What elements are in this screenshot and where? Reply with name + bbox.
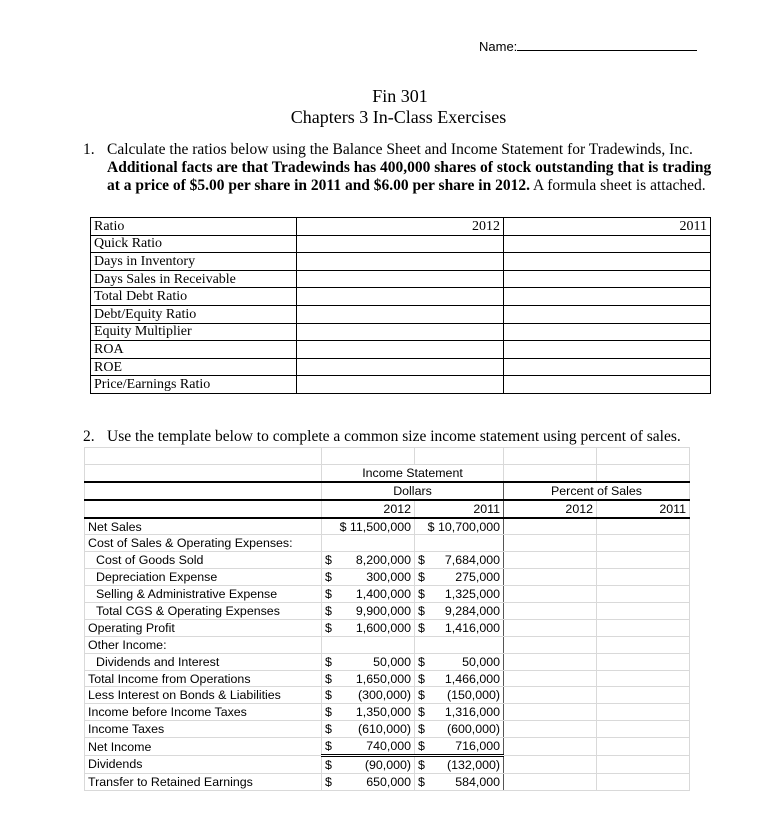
currency-symbol: $ [418,603,425,618]
dollars-2011-header: 2011 [415,500,504,518]
amount: (610,000) [357,722,411,737]
percent-2011-header: 2011 [597,500,690,518]
percent-2012-cell[interactable] [504,569,597,586]
ratio-name: Days Sales in Receivable [91,270,297,288]
currency-symbol: $ [325,570,332,585]
ratio-2011-cell[interactable] [504,270,711,288]
percent-2012-cell[interactable] [504,773,597,790]
currency-symbol: $ [325,739,332,754]
ratio-2011-cell[interactable] [504,288,711,306]
percent-2012-cell[interactable] [504,636,597,653]
line-item-label: Net Sales [85,518,322,535]
dollars-2012-cell [322,603,415,620]
percent-2011-cell[interactable] [597,603,690,620]
table-row [85,619,690,636]
amount: (300,000) [357,688,411,703]
percent-2012-cell[interactable] [504,756,597,774]
percent-2011-cell[interactable] [597,619,690,636]
currency-symbol: $ [325,774,332,789]
question-text-bold: Additional facts are that Tradewinds has 400,000 shares of stock outstanding that is trading at a price of $5.00 per share in 2011 and $6.00 per share in 2012. [107,159,712,194]
amount: 9,284,000 [444,603,500,618]
percent-2012-cell[interactable] [504,738,597,756]
dollars-2012-header: 2012 [322,500,415,518]
line-item-label: Dividends [85,756,322,774]
name-label: Name: [479,39,518,54]
table-row [85,670,690,687]
ratio-2012-cell[interactable] [297,358,504,376]
percent-2012-cell[interactable] [504,670,597,687]
ratio-2012-cell[interactable] [297,341,504,359]
currency-symbol: $ [418,705,425,720]
dollars-2012-cell [322,569,415,586]
dollars-2011-cell [415,535,504,552]
ratio-2012-cell[interactable] [297,235,504,253]
line-item-label: Dividends and Interest [85,653,322,670]
percent-2012-cell[interactable] [504,586,597,603]
question-1 [83,141,723,195]
ratio-name: ROE [91,358,297,376]
table-row [85,552,690,569]
currency-symbol: $ [325,603,332,618]
dollars-2011-cell [415,603,504,620]
line-item-label: Transfer to Retained Earnings [85,773,322,790]
ratio-name: Days in Inventory [91,253,297,271]
ratio-2011-cell[interactable] [504,376,711,394]
currency-symbol: $ [418,757,425,772]
ratio-2012-cell[interactable] [297,323,504,341]
percent-2011-cell[interactable] [597,756,690,774]
line-item-label: Operating Profit [85,619,322,636]
line-item-label: Other Income: [85,636,322,653]
amount: 584,000 [455,774,500,789]
ratio-name: Equity Multiplier [91,323,297,341]
dollars-2011-cell [415,518,504,535]
ratio-name: Total Debt Ratio [91,288,297,306]
amount: 1,416,000 [444,620,500,635]
table-row [91,235,711,253]
percent-2011-cell[interactable] [597,704,690,721]
percent-2011-cell[interactable] [597,738,690,756]
line-item-label: Income Taxes [85,721,322,738]
dollars-2011-cell [415,619,504,636]
table-row [85,773,690,790]
currency-symbol: $ [418,688,425,703]
dollars-2011-cell [415,773,504,790]
currency-symbol: $ [325,620,332,635]
amount: 1,325,000 [444,587,500,602]
dollars-2011-cell [415,687,504,704]
dollars-2011-cell [415,636,504,653]
percent-2012-cell[interactable] [504,619,597,636]
dollars-2012-cell [322,552,415,569]
ratio-2011-cell[interactable] [504,235,711,253]
table-row [85,721,690,738]
amount: 9,900,000 [355,603,411,618]
percent-2012-cell[interactable] [504,603,597,620]
currency-symbol: $ [325,671,332,686]
table-row [85,687,690,704]
currency-symbol: $ [325,688,332,703]
currency-symbol: $ [418,671,425,686]
table-row [85,586,690,603]
dollars-2011-cell [415,756,504,774]
percent-2012-cell[interactable] [504,721,597,738]
amount: 50,000 [462,654,500,669]
currency-symbol: $ [418,722,425,737]
dollars-2011-cell [415,721,504,738]
table-row [85,636,690,653]
amount: 50,000 [373,654,411,669]
question-number: 1. [83,141,95,158]
percent-of-sales-header: Percent of Sales [504,482,690,500]
dollars-2011-cell [415,653,504,670]
amount: (132,000) [446,757,500,772]
line-item-label: Total CGS & Operating Expenses [85,603,322,620]
table-row [91,358,711,376]
dollars-2012-cell [322,586,415,603]
currency-symbol: $ [418,620,425,635]
table-row [91,288,711,306]
currency-symbol: $ [418,739,425,754]
ratio-2011-cell[interactable] [504,253,711,271]
currency-symbol: $ [418,587,425,602]
header-ratio: Ratio [91,218,297,236]
table-row [85,603,690,620]
amount: 1,316,000 [444,705,500,720]
dollars-2012-cell [322,756,415,774]
percent-2011-cell[interactable] [597,653,690,670]
amount: 1,466,000 [444,671,500,686]
dollars-2012-cell [322,687,415,704]
percent-2012-cell[interactable] [504,653,597,670]
currency-symbol: $ [325,654,332,669]
amount: 275,000 [455,570,500,585]
income-statement-table [84,447,690,791]
dollars-2012-cell [322,518,415,535]
dollars-2011-cell [415,552,504,569]
amount: $ 11,500,000 [339,519,411,534]
table-row [91,323,711,341]
ratio-2012-cell[interactable] [297,305,504,323]
line-item-label: Selling & Administrative Expense [85,586,322,603]
amount: 740,000 [366,739,411,754]
question-2 [83,428,743,446]
percent-2012-cell[interactable] [504,552,597,569]
name-field[interactable] [479,38,697,54]
amount: 7,684,000 [444,553,500,568]
percent-2011-cell[interactable] [597,670,690,687]
question-text: Use the template below to complete a common size income statement using percent of sales. [107,428,681,445]
line-item-label: Net Income [85,738,322,756]
dollars-header: Dollars [322,482,504,500]
name-blank-line[interactable] [517,38,697,51]
header-2011: 2011 [504,218,711,236]
percent-2011-cell[interactable] [597,773,690,790]
currency-symbol: $ [325,722,332,737]
percent-2011-cell[interactable] [597,552,690,569]
question-text: Calculate the ratios below using the Balance Sheet and Income Statement for Tradewinds, Inc. [107,141,693,158]
ratio-2011-cell[interactable] [504,358,711,376]
ratio-2012-cell[interactable] [297,288,504,306]
currency-symbol: $ [325,757,332,772]
amount: 1,350,000 [355,705,411,720]
currency-symbol: $ [325,705,332,720]
percent-2011-cell[interactable] [597,687,690,704]
table-row [91,270,711,288]
amount: $ 10,700,000 [427,519,500,534]
dollars-2012-cell [322,704,415,721]
table-row [85,756,690,774]
line-item-label: Total Income from Operations [85,670,322,687]
ratio-2011-cell[interactable] [504,341,711,359]
dollars-2012-cell [322,636,415,653]
question-number: 2. [83,428,95,445]
table-header-row [91,218,711,236]
dollars-2011-cell [415,586,504,603]
currency-symbol: $ [418,654,425,669]
income-statement-title: Income Statement [322,464,504,481]
table-row [91,305,711,323]
amount: 1,650,000 [355,671,411,686]
line-item-label: Less Interest on Bonds & Liabilities [85,687,322,704]
course-title: Fin 301 [372,86,428,106]
currency-symbol: $ [325,553,332,568]
amount: 1,600,000 [355,620,411,635]
amount: 300,000 [366,570,411,585]
amount: (90,000) [364,757,411,772]
percent-2011-cell[interactable] [597,586,690,603]
ratio-name: Quick Ratio [91,235,297,253]
amount: 650,000 [366,774,411,789]
percent-2012-cell[interactable] [504,704,597,721]
table-row [85,653,690,670]
percent-2011-cell[interactable] [597,636,690,653]
table-row [85,738,690,756]
dollars-2012-cell [322,535,415,552]
ratio-name: ROA [91,341,297,359]
percent-2012-cell[interactable] [504,518,597,535]
percent-2011-cell[interactable] [597,535,690,552]
ratio-2011-cell[interactable] [504,323,711,341]
question-text: A formula sheet is attached. [529,177,706,194]
currency-symbol: $ [325,587,332,602]
dollars-2012-cell [322,653,415,670]
table-row [85,535,690,552]
ratio-2012-cell[interactable] [297,253,504,271]
dollars-2012-cell [322,721,415,738]
amount: (150,000) [446,688,500,703]
dollars-2011-cell [415,670,504,687]
line-item-label: Cost of Sales & Operating Expenses: [85,535,322,552]
ratio-2012-cell[interactable] [297,270,504,288]
ratio-name: Debt/Equity Ratio [91,305,297,323]
dollars-2012-cell [322,619,415,636]
line-item-label: Depreciation Expense [85,569,322,586]
table-row [85,704,690,721]
header-2012: 2012 [297,218,504,236]
currency-symbol: $ [418,570,425,585]
amount: 716,000 [455,739,500,754]
table-row [85,518,690,535]
percent-2012-cell[interactable] [504,687,597,704]
dollars-2012-cell [322,670,415,687]
amount: 1,400,000 [355,587,411,602]
ratio-2012-cell[interactable] [297,376,504,394]
table-row [91,341,711,359]
dollars-2011-cell [415,704,504,721]
ratio-2011-cell[interactable] [504,305,711,323]
dollars-2011-cell [415,569,504,586]
table-row [85,569,690,586]
amount: (600,000) [446,722,500,737]
currency-symbol: $ [418,553,425,568]
page-subtitle: Chapters 3 In-Class Exercises [290,107,507,127]
amount: 8,200,000 [355,553,411,568]
percent-2012-header: 2012 [504,500,597,518]
ratio-name: Price/Earnings Ratio [91,376,297,394]
dollars-2011-cell [415,738,504,756]
percent-2011-cell[interactable] [597,518,690,535]
table-row [91,376,711,394]
percent-2012-cell[interactable] [504,535,597,552]
dollars-2012-cell [322,773,415,790]
percent-2011-cell[interactable] [597,569,690,586]
currency-symbol: $ [418,774,425,789]
ratio-table [90,217,711,394]
table-row [91,253,711,271]
line-item-label: Income before Income Taxes [85,704,322,721]
percent-2011-cell[interactable] [597,721,690,738]
line-item-label: Cost of Goods Sold [85,552,322,569]
dollars-2012-cell [322,738,415,756]
